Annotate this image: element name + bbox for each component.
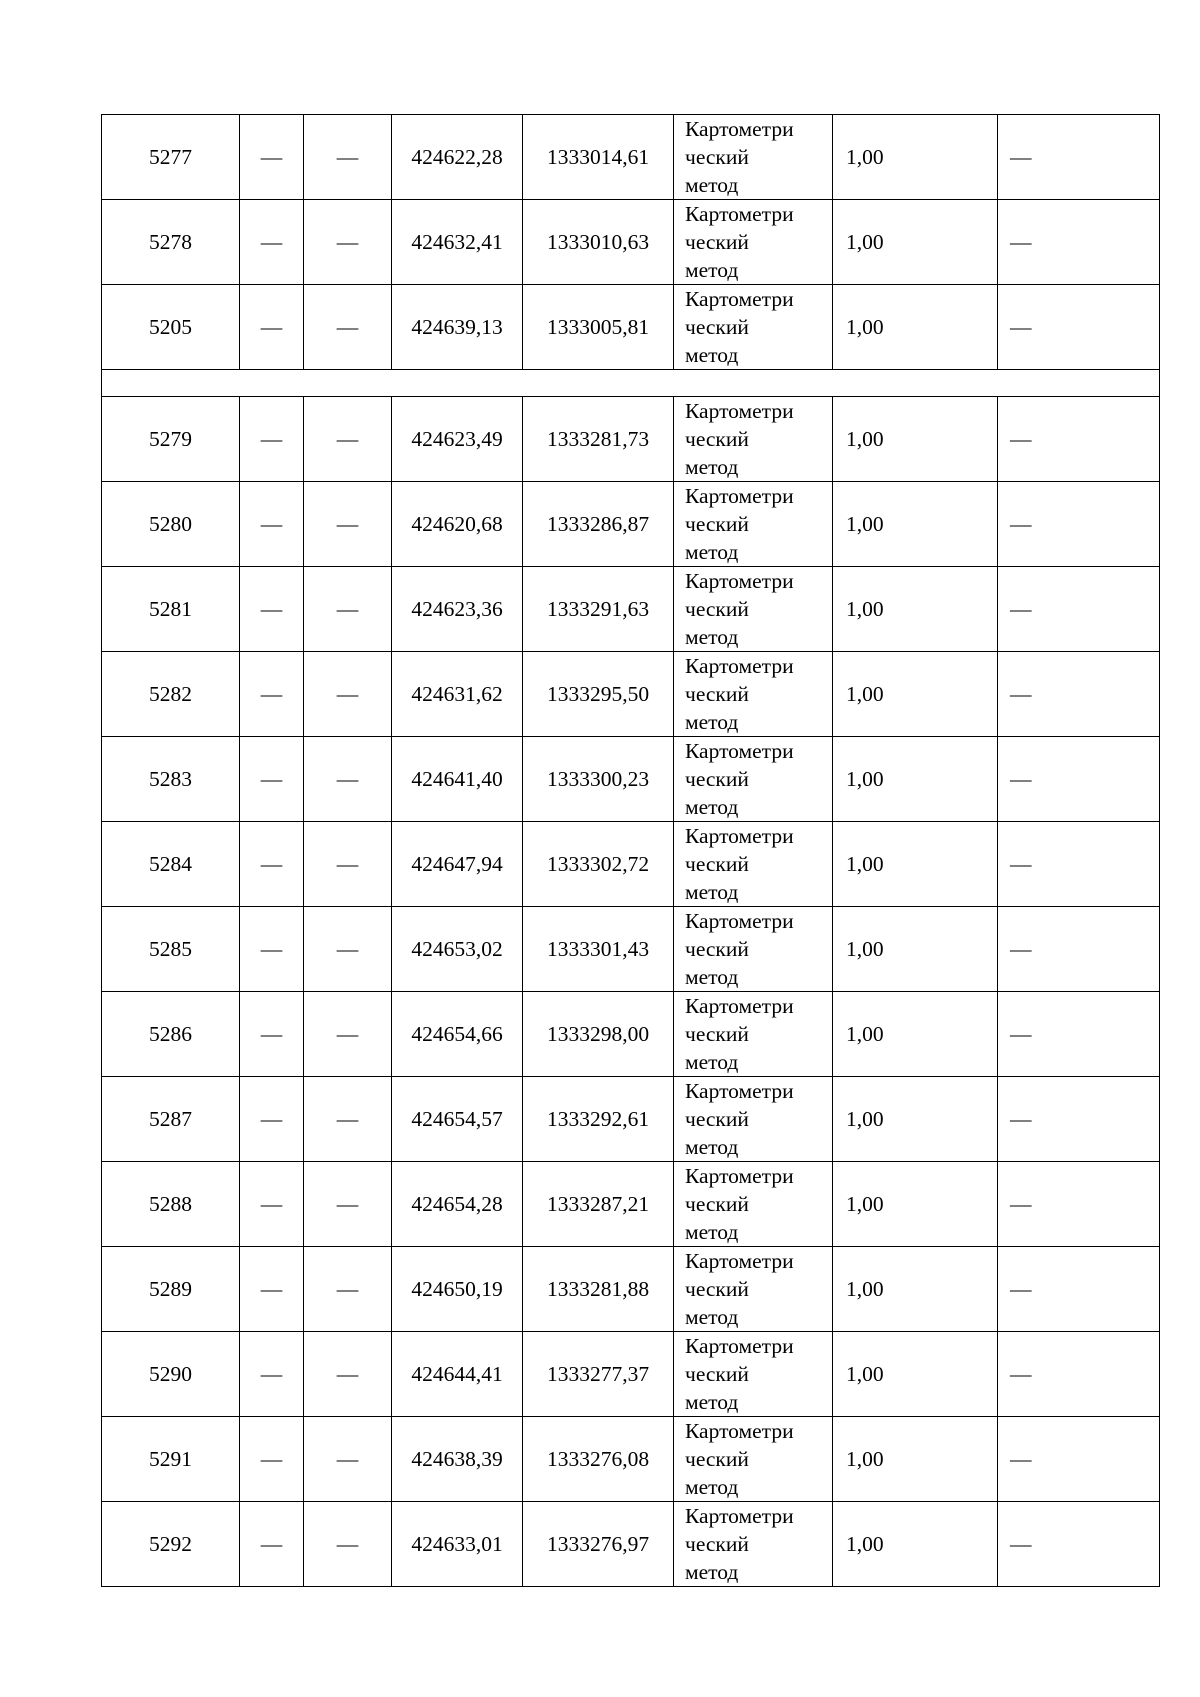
column-8-cell: — bbox=[998, 652, 1160, 737]
y-coordinate-cell: 1333281,73 bbox=[523, 397, 674, 482]
accuracy-cell: 1,00 bbox=[833, 1247, 998, 1332]
method-text-line: ческий bbox=[685, 315, 749, 339]
column-8-cell: — bbox=[998, 1077, 1160, 1162]
table-body bbox=[102, 115, 1160, 1587]
x-coordinate-cell: 424623,36 bbox=[392, 567, 523, 652]
column-8-cell: — bbox=[998, 482, 1160, 567]
accuracy-cell: 1,00 bbox=[833, 285, 998, 370]
method-text-line: Картометри bbox=[685, 994, 794, 1018]
x-coordinate-cell: 424650,19 bbox=[392, 1247, 523, 1332]
method-cell bbox=[674, 567, 833, 652]
method-cell bbox=[674, 115, 833, 200]
point-number-cell: 5205 bbox=[102, 285, 240, 370]
y-coordinate-cell: 1333298,00 bbox=[523, 992, 674, 1077]
table-row bbox=[102, 1502, 1160, 1587]
table-row bbox=[102, 992, 1160, 1077]
column-3-cell: — bbox=[304, 822, 392, 907]
method-cell bbox=[674, 1332, 833, 1417]
x-coordinate-cell: 424623,49 bbox=[392, 397, 523, 482]
table-row bbox=[102, 1162, 1160, 1247]
table-row bbox=[102, 737, 1160, 822]
method-text-line: метод bbox=[685, 625, 739, 649]
method-cell bbox=[674, 822, 833, 907]
x-coordinate-cell: 424633,01 bbox=[392, 1502, 523, 1587]
method-cell bbox=[674, 1077, 833, 1162]
table-row bbox=[102, 200, 1160, 285]
coordinates-table bbox=[101, 114, 1160, 1587]
y-coordinate-cell: 1333005,81 bbox=[523, 285, 674, 370]
y-coordinate-cell: 1333014,61 bbox=[523, 115, 674, 200]
column-8-cell: — bbox=[998, 285, 1160, 370]
point-number-cell: 5285 bbox=[102, 907, 240, 992]
method-cell bbox=[674, 200, 833, 285]
x-coordinate-cell: 424647,94 bbox=[392, 822, 523, 907]
method-text-line: метод bbox=[685, 1305, 739, 1329]
method-text-line: ческий bbox=[685, 852, 749, 876]
column-2-cell: — bbox=[240, 200, 304, 285]
column-3-cell: — bbox=[304, 1417, 392, 1502]
method-text-line: ческий bbox=[685, 512, 749, 536]
column-3-cell: — bbox=[304, 1162, 392, 1247]
accuracy-cell: 1,00 bbox=[833, 1077, 998, 1162]
accuracy-cell: 1,00 bbox=[833, 482, 998, 567]
point-number-cell: 5288 bbox=[102, 1162, 240, 1247]
column-3-cell: — bbox=[304, 907, 392, 992]
method-text-line: Картометри bbox=[685, 399, 794, 423]
method-cell bbox=[674, 397, 833, 482]
table-row bbox=[102, 567, 1160, 652]
column-8-cell: — bbox=[998, 1332, 1160, 1417]
table-row bbox=[102, 1332, 1160, 1417]
column-2-cell: — bbox=[240, 567, 304, 652]
point-number-cell: 5292 bbox=[102, 1502, 240, 1587]
method-cell bbox=[674, 652, 833, 737]
accuracy-cell: 1,00 bbox=[833, 397, 998, 482]
point-number-cell: 5291 bbox=[102, 1417, 240, 1502]
method-text-line: ческий bbox=[685, 1022, 749, 1046]
column-2-cell: — bbox=[240, 1162, 304, 1247]
x-coordinate-cell: 424654,57 bbox=[392, 1077, 523, 1162]
column-8-cell: — bbox=[998, 1162, 1160, 1247]
x-coordinate-cell: 424632,41 bbox=[392, 200, 523, 285]
column-2-cell: — bbox=[240, 115, 304, 200]
accuracy-cell: 1,00 bbox=[833, 1162, 998, 1247]
column-8-cell: — bbox=[998, 1417, 1160, 1502]
method-text-line: метод bbox=[685, 173, 739, 197]
x-coordinate-cell: 424622,28 bbox=[392, 115, 523, 200]
table-row bbox=[102, 115, 1160, 200]
x-coordinate-cell: 424654,28 bbox=[392, 1162, 523, 1247]
x-coordinate-cell: 424641,40 bbox=[392, 737, 523, 822]
column-8-cell: — bbox=[998, 115, 1160, 200]
table-row bbox=[102, 822, 1160, 907]
accuracy-cell: 1,00 bbox=[833, 200, 998, 285]
column-3-cell: — bbox=[304, 652, 392, 737]
column-8-cell: — bbox=[998, 992, 1160, 1077]
accuracy-cell: 1,00 bbox=[833, 907, 998, 992]
accuracy-cell: 1,00 bbox=[833, 1332, 998, 1417]
method-text-line: ческий bbox=[685, 1447, 749, 1471]
y-coordinate-cell: 1333300,23 bbox=[523, 737, 674, 822]
point-number-cell: 5286 bbox=[102, 992, 240, 1077]
accuracy-cell: 1,00 bbox=[833, 992, 998, 1077]
method-cell bbox=[674, 1417, 833, 1502]
method-text-line: Картометри bbox=[685, 484, 794, 508]
method-text-line: Картометри bbox=[685, 1164, 794, 1188]
method-cell bbox=[674, 907, 833, 992]
accuracy-cell: 1,00 bbox=[833, 652, 998, 737]
point-number-cell: 5281 bbox=[102, 567, 240, 652]
column-2-cell: — bbox=[240, 992, 304, 1077]
point-number-cell: 5277 bbox=[102, 115, 240, 200]
column-2-cell: — bbox=[240, 907, 304, 992]
column-8-cell: — bbox=[998, 907, 1160, 992]
point-number-cell: 5283 bbox=[102, 737, 240, 822]
accuracy-cell: 1,00 bbox=[833, 115, 998, 200]
method-text-line: Картометри bbox=[685, 909, 794, 933]
method-text-line: Картометри bbox=[685, 569, 794, 593]
point-number-cell: 5289 bbox=[102, 1247, 240, 1332]
method-cell bbox=[674, 285, 833, 370]
y-coordinate-cell: 1333277,37 bbox=[523, 1332, 674, 1417]
column-3-cell: — bbox=[304, 482, 392, 567]
accuracy-cell: 1,00 bbox=[833, 737, 998, 822]
accuracy-cell: 1,00 bbox=[833, 1417, 998, 1502]
method-cell bbox=[674, 1247, 833, 1332]
table-row bbox=[102, 285, 1160, 370]
column-2-cell: — bbox=[240, 652, 304, 737]
method-text-line: метод bbox=[685, 455, 739, 479]
method-text-line: метод bbox=[685, 540, 739, 564]
method-text-line: метод bbox=[685, 795, 739, 819]
point-number-cell: 5280 bbox=[102, 482, 240, 567]
method-text-line: ческий bbox=[685, 427, 749, 451]
column-2-cell: — bbox=[240, 822, 304, 907]
column-2-cell: — bbox=[240, 1077, 304, 1162]
method-cell bbox=[674, 1162, 833, 1247]
column-2-cell: — bbox=[240, 1502, 304, 1587]
column-8-cell: — bbox=[998, 737, 1160, 822]
column-2-cell: — bbox=[240, 1247, 304, 1332]
y-coordinate-cell: 1333287,21 bbox=[523, 1162, 674, 1247]
x-coordinate-cell: 424644,41 bbox=[392, 1332, 523, 1417]
accuracy-cell: 1,00 bbox=[833, 567, 998, 652]
x-coordinate-cell: 424653,02 bbox=[392, 907, 523, 992]
y-coordinate-cell: 1333301,43 bbox=[523, 907, 674, 992]
column-3-cell: — bbox=[304, 1502, 392, 1587]
column-3-cell: — bbox=[304, 567, 392, 652]
x-coordinate-cell: 424631,62 bbox=[392, 652, 523, 737]
method-cell bbox=[674, 992, 833, 1077]
column-3-cell: — bbox=[304, 115, 392, 200]
table-row bbox=[102, 907, 1160, 992]
column-8-cell: — bbox=[998, 1502, 1160, 1587]
column-3-cell: — bbox=[304, 285, 392, 370]
method-text-line: Картометри bbox=[685, 1249, 794, 1273]
method-text-line: Картометри bbox=[685, 202, 794, 226]
method-text-line: Картометри bbox=[685, 117, 794, 141]
method-text-line: метод bbox=[685, 343, 739, 367]
column-8-cell: — bbox=[998, 397, 1160, 482]
method-text-line: ческий bbox=[685, 145, 749, 169]
column-3-cell: — bbox=[304, 737, 392, 822]
x-coordinate-cell: 424620,68 bbox=[392, 482, 523, 567]
column-2-cell: — bbox=[240, 397, 304, 482]
y-coordinate-cell: 1333292,61 bbox=[523, 1077, 674, 1162]
x-coordinate-cell: 424639,13 bbox=[392, 285, 523, 370]
accuracy-cell: 1,00 bbox=[833, 1502, 998, 1587]
method-text-line: Картометри bbox=[685, 1504, 794, 1528]
column-2-cell: — bbox=[240, 1417, 304, 1502]
x-coordinate-cell: 424654,66 bbox=[392, 992, 523, 1077]
y-coordinate-cell: 1333295,50 bbox=[523, 652, 674, 737]
y-coordinate-cell: 1333291,63 bbox=[523, 567, 674, 652]
column-8-cell: — bbox=[998, 822, 1160, 907]
y-coordinate-cell: 1333302,72 bbox=[523, 822, 674, 907]
method-text-line: метод bbox=[685, 1220, 739, 1244]
point-number-cell: 5284 bbox=[102, 822, 240, 907]
method-text-line: метод bbox=[685, 710, 739, 734]
method-text-line: Картометри bbox=[685, 654, 794, 678]
method-text-line: метод bbox=[685, 880, 739, 904]
column-3-cell: — bbox=[304, 200, 392, 285]
column-2-cell: — bbox=[240, 1332, 304, 1417]
method-text-line: ческий bbox=[685, 767, 749, 791]
y-coordinate-cell: 1333010,63 bbox=[523, 200, 674, 285]
method-text-line: метод bbox=[685, 1050, 739, 1074]
method-text-line: ческий bbox=[685, 937, 749, 961]
method-text-line: Картометри bbox=[685, 1334, 794, 1358]
method-text-line: Картометри bbox=[685, 1079, 794, 1103]
method-text-line: Картометри bbox=[685, 739, 794, 763]
column-8-cell: — bbox=[998, 567, 1160, 652]
method-text-line: ческий bbox=[685, 1192, 749, 1216]
point-number-cell: 5279 bbox=[102, 397, 240, 482]
method-text-line: ческий bbox=[685, 682, 749, 706]
method-text-line: ческий bbox=[685, 1277, 749, 1301]
point-number-cell: 5278 bbox=[102, 200, 240, 285]
table-row bbox=[102, 652, 1160, 737]
method-cell bbox=[674, 482, 833, 567]
x-coordinate-cell: 424638,39 bbox=[392, 1417, 523, 1502]
method-text-line: Картометри bbox=[685, 1419, 794, 1443]
column-3-cell: — bbox=[304, 1332, 392, 1417]
method-text-line: ческий bbox=[685, 230, 749, 254]
column-2-cell: — bbox=[240, 737, 304, 822]
method-text-line: Картометри bbox=[685, 824, 794, 848]
method-text-line: метод bbox=[685, 1475, 739, 1499]
method-text-line: метод bbox=[685, 258, 739, 282]
y-coordinate-cell: 1333281,88 bbox=[523, 1247, 674, 1332]
table-row bbox=[102, 482, 1160, 567]
section-separator-row bbox=[102, 370, 1160, 397]
column-8-cell: — bbox=[998, 1247, 1160, 1332]
method-text-line: Картометри bbox=[685, 287, 794, 311]
column-3-cell: — bbox=[304, 1077, 392, 1162]
table-row bbox=[102, 1077, 1160, 1162]
method-text-line: метод bbox=[685, 1390, 739, 1414]
column-2-cell: — bbox=[240, 285, 304, 370]
accuracy-cell: 1,00 bbox=[833, 822, 998, 907]
method-text-line: метод bbox=[685, 1560, 739, 1584]
method-cell bbox=[674, 1502, 833, 1587]
separator-cell bbox=[102, 370, 1160, 397]
method-text-line: ческий bbox=[685, 1532, 749, 1556]
point-number-cell: 5290 bbox=[102, 1332, 240, 1417]
point-number-cell: 5282 bbox=[102, 652, 240, 737]
table-row bbox=[102, 397, 1160, 482]
table-row bbox=[102, 1247, 1160, 1332]
y-coordinate-cell: 1333286,87 bbox=[523, 482, 674, 567]
method-cell bbox=[674, 737, 833, 822]
column-3-cell: — bbox=[304, 397, 392, 482]
method-text-line: ческий bbox=[685, 597, 749, 621]
column-3-cell: — bbox=[304, 1247, 392, 1332]
column-2-cell: — bbox=[240, 482, 304, 567]
column-3-cell: — bbox=[304, 992, 392, 1077]
table-row bbox=[102, 1417, 1160, 1502]
point-number-cell: 5287 bbox=[102, 1077, 240, 1162]
method-text-line: ческий bbox=[685, 1107, 749, 1131]
method-text-line: метод bbox=[685, 965, 739, 989]
column-8-cell: — bbox=[998, 200, 1160, 285]
y-coordinate-cell: 1333276,97 bbox=[523, 1502, 674, 1587]
method-text-line: метод bbox=[685, 1135, 739, 1159]
method-text-line: ческий bbox=[685, 1362, 749, 1386]
y-coordinate-cell: 1333276,08 bbox=[523, 1417, 674, 1502]
